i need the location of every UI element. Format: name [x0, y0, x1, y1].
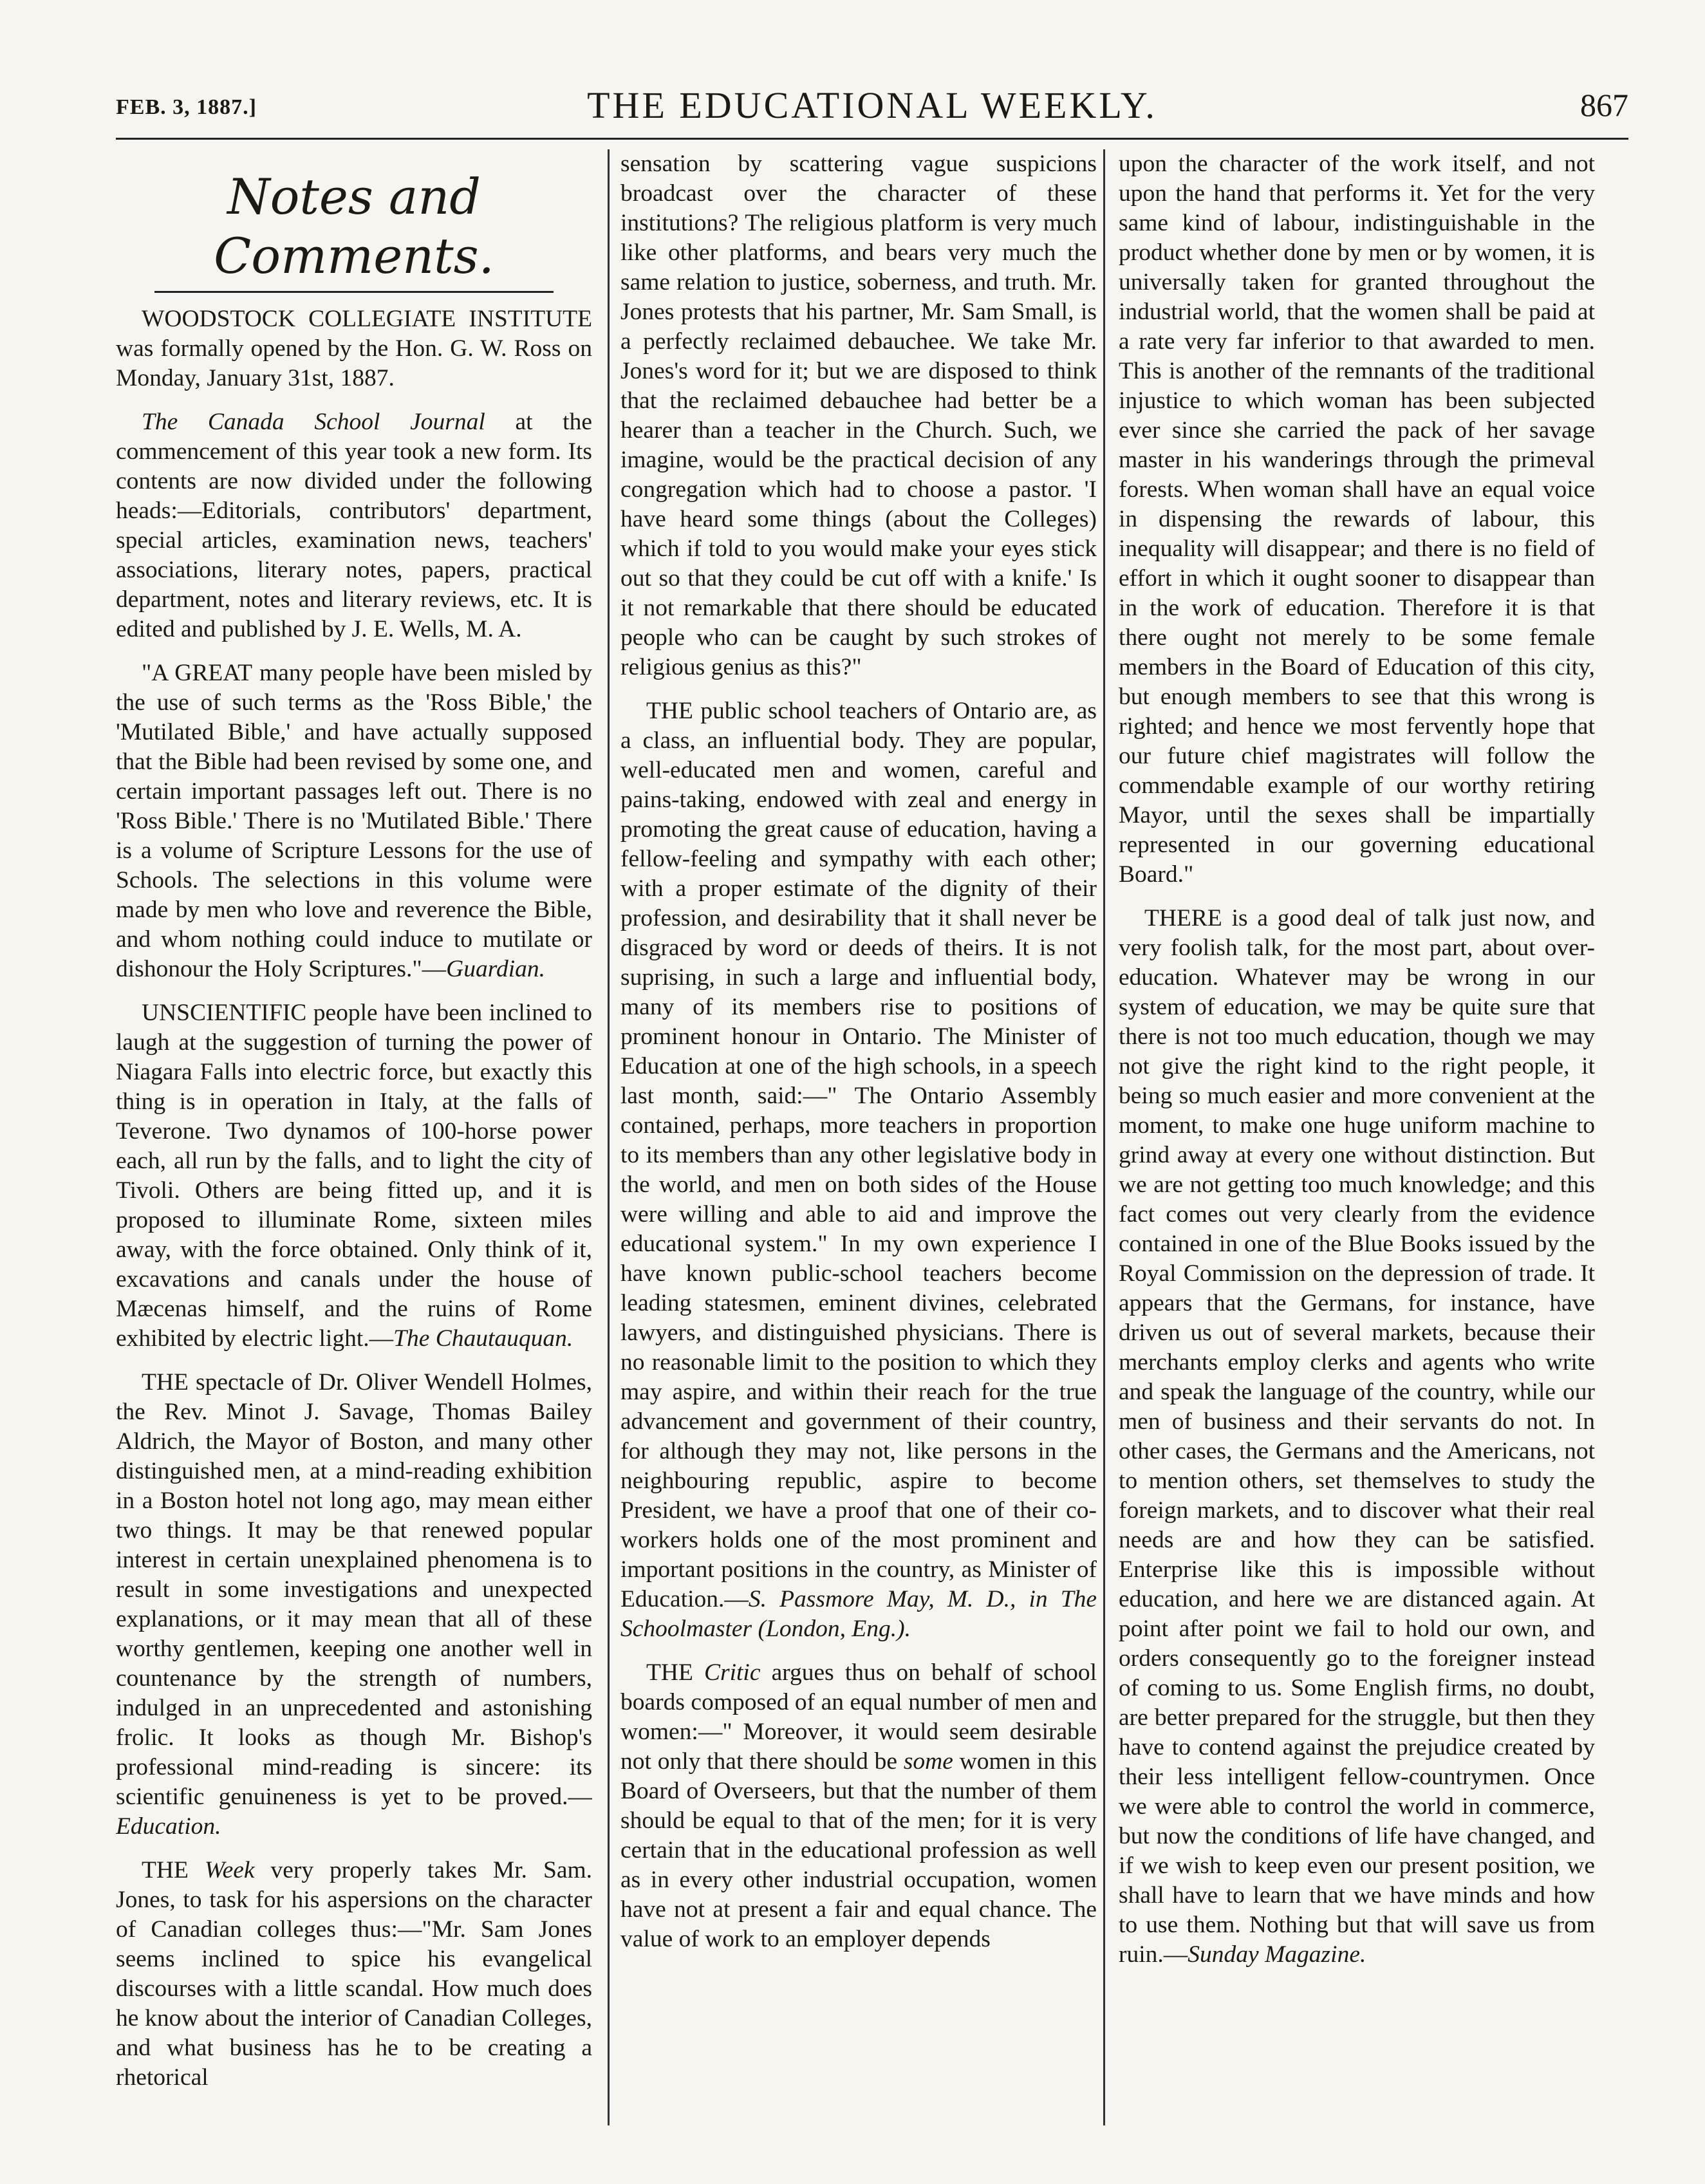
paragraph-niagara [116, 998, 592, 1354]
emphasis-word: some [903, 1748, 953, 1775]
lead-in: "A GREAT [142, 660, 253, 686]
paragraph-over-education [1119, 904, 1595, 1970]
section-title: Notes and Comments. [214, 168, 494, 285]
publication-name: Critic [703, 1659, 761, 1686]
page-header [116, 76, 1628, 134]
column-divider-1 [608, 149, 610, 2125]
lead-in: THE [646, 1659, 693, 1686]
lead-in: THE [646, 698, 693, 724]
lead-in: THE [142, 1857, 189, 1883]
title-rule [154, 291, 554, 293]
page-number: 867 [1580, 87, 1628, 123]
publication-name: Week [204, 1857, 255, 1883]
source-citation: The Chautauquan. [393, 1325, 573, 1352]
source-citation: Education. [116, 1813, 221, 1840]
column-3 [1119, 149, 1595, 2132]
paragraph-critic [620, 1658, 1097, 1954]
paragraph-text: public school teachers of Ontario are, as a class, an influential body. They are popular, well-educated men and women, careful and pains-taking, endowed with zeal and energy in promoting the great cause of education, having a fellow-feeling and sympathy with each other; with a proper estimate of the dignity of their profession, and desirability that it shall never be disgraced by word or deeds of theirs. It is not suprising, in such a large and influential body, many of its members rise to positions of prominent honour in Ontario. The Minister of Education at one of the high schools, in a speech last month, said:—" The Ontario Assembly contained, perhaps, more teachers in proportion to its members than any other legislative body in the world, and men on both sides of the House were willing and able to aid and improve the educational system." In my own experience I have known public-school teachers become leading statesmen, eminent divines, celebrated lawyers, and distinguished physicians. There is no reasonable limit to the position to which they may aspire, and within their reach for the true advancement and government of their country, for although they may not, like persons in the neighbouring republic, aspire to become President, we have a proof that one of their co-workers holds one of the most prominent and important positions in the country, as Minister of Education.— [620, 698, 1097, 1612]
paragraph-sam-jones [116, 1856, 592, 2093]
publication-name: The Canada School Journal [142, 409, 485, 435]
paragraph-sam-jones-cont: sensation by scattering vague suspicions broadcast over the character of these institutions? The religious platform is very much like other platforms, and bears very much the same relation to justice, soberness, and truth. Mr. Jones protests that his partner, Mr. Sam Small, is a perfectly reclaimed debauchee. We take Mr. Jones's word for it; but we are disposed to think that the reclaimed debauchee had better be a hearer than a teacher in the Church. Such, we imagine, would be the practical decision of any congregation which had to choose a pastor. 'I have heard some things (about the Colleges) which if told to you would make your eyes stick out so that they could be cut off with a knife.' Is it not remarkable that there should be educated people who can be caught by such strokes of religious genius as this?" [620, 151, 1097, 680]
paragraph-text: is a good deal of talk just now, and very foolish talk, for the most part, about over-education. Whatever may be wrong in our system of education, we may be quite sure that there is not too much education, though we may not give the right kind to the right people, it being so much easier and more convenient at the moment, to make one huge uniform machine to grind away at every one without distinction. But we are not getting too much knowledge; and this fact comes out very clearly from the evidence contained in one of the Blue Books issued by the Royal Commission on the depression of trade. It appears that the Germans, for instance, have driven us out of several markets, because their merchants employ clerks and agents who write and speak the language of the country, while our men of business and their servants do not. In other cases, the Germans and the Americans, not to mention others, set themselves to study the foreign markets, and to discover what their real needs are and how they can be satisfied. Enterprise like this is impossible without education, and here we are distanced again. At point after point we fail to hold our own, and orders consequently go to the foreigner instead of coming to us. Some English firms, no doubt, are better prepared for the struggle, but then they have to contend against the prejudice created by their less intelligent fellow-countrymen. Once we were able to control the world in commerce, but now the conditions of life have changed, and if we wish to keep even our present position, we shall have to learn that we have minds and how to use them. Nothing but that will save us from ruin.— [1119, 905, 1595, 1968]
issue-date: FEB. 3, 1887.] [116, 95, 257, 119]
paragraph-text: was formally opened by the Hon. G. W. Ross on Monday, January 31st, 1887. [116, 335, 592, 391]
column-divider-2 [1103, 149, 1105, 2125]
paragraph-ontario-teachers [620, 696, 1097, 1644]
lead-in: THERE [1144, 905, 1222, 931]
paragraph-woodstock [116, 304, 592, 393]
paragraph-text: at the commencement of this year took a new form. Its contents are now divided under the following heads:—Editorials, contributors' department, special articles, examination news, teachers' associations, literary notes, papers, practical department, notes and literary reviews, etc. It is edited and published by J. E. Wells, M. A. [116, 409, 592, 642]
paragraph-text: people have been inclined to laugh at the suggestion of turning the power of Niagara Falls into electric force, but exactly this thing is in operation in Italy, at the falls of Teverone. Two dynamos of 100-horse power each, all run by the falls, and to light the city of Tivoli. Others are being fitted up, and it is proposed to illuminate Rome, sixteen miles away, with the force obtained. Only think of it, excavations and canals under the house of Mæcenas himself, and the ruins of Rome exhibited by electric light.— [116, 1000, 592, 1352]
header-rule [116, 138, 1628, 140]
paragraph-text: argues thus on behalf of school boards composed of an equal number of men and women:—" Moreover, it would seem desirable not only that there should be [620, 1659, 1097, 1775]
paragraph-text: women in this Board of Overseers, but that the number of them should be equal to that of the men; for it is very certain that in the educational profession as well as in every other industrial occupation, women have not at present a fair and equal chance. The value of work to an employer depends [620, 1748, 1097, 1952]
lead-in: THE [142, 1369, 189, 1395]
source-citation: S. Passmore May, M. D., in The Schoolmaster (London, Eng.). [620, 1586, 1097, 1642]
column-1 [116, 149, 592, 2132]
paragraph-text: spectacle of Dr. Oliver Wendell Holmes, the Rev. Minot J. Savage, Thomas Bailey Aldrich, the Mayor of Boston, and many other distinguished men, at a mind-reading exhibition in a Boston hotel not long ago, may mean either two things. It may be that renewed popular interest in certain unexplained phenomena is to result in some investigations and unexpected explanations, or it may mean that all of these worthy gentlemen, keeping one another well in countenance by the strength of numbers, indulged in an unprecedented and astonishing frolic. It looks as though Mr. Bishop's professional mind-reading is sincere: its scientific genuineness is yet to be proved.— [116, 1369, 592, 1810]
lead-in: UNSCIENTIFIC [142, 1000, 307, 1026]
source-citation: Sunday Magazine. [1188, 1941, 1366, 1968]
paragraph-mind-reading [116, 1368, 592, 1842]
publication-title: THE EDUCATIONAL WEEKLY. [587, 84, 1157, 126]
paragraph-text: many people have been misled by the use of such terms as the 'Ross Bible,' the 'Mutilated Bible,' and have actually supposed that the Bible had been revised by some one, and certain important passages left out. There is no 'Ross Bible.' There is no 'Mutilated Bible.' There is a volume of Scripture Lessons for the use of Schools. The selections in this volume were made by men who love and reverence the Bible, and whom nothing could induce to mutilate or dishonour the Holy Scriptures."— [116, 660, 592, 982]
lead-in: WOODSTOCK COLLEGIATE INSTITUTE [142, 306, 592, 332]
paragraph-ross-bible [116, 658, 592, 984]
paragraph-school-journal [116, 407, 592, 644]
paragraph-text: very properly takes Mr. Sam. Jones, to task for his aspersions on the character of Canadian colleges thus:—"Mr. Sam Jones seems inclined to spice his evangelical discourses with a little scandal. How much does he know about the interior of Canadian Colleges, and what business has he to be creating a rhetorical [116, 1857, 592, 2091]
source-citation: Guardian. [446, 956, 545, 982]
column-2 [620, 149, 1097, 2132]
paragraph-critic-cont: upon the character of the work itself, and not upon the hand that performs it. Yet for the very same kind of labour, indistinguishable in the product whether done by men or by women, it is universally taken for granted throughout the industrial world, that the women shall be paid at a rate very far inferior to that awarded to men. This is another of the remnants of the traditional injustice to which woman has been subjected ever since she carried the pack of her savage master in his wanderings through the primeval forests. When woman shall have an equal voice in dispensing the rewards of labour, this inequality will disappear; and there is no field of effort in which it ought sooner to disappear than in the work of education. Therefore it is that there ought not merely to be some female members in the Board of Education of this city, but enough members to see that this wrong is righted; and hence we most fervently hope that our future chief magistrates will follow the commendable example of our worthy retiring Mayor, until the sexes shall be impartially represented in our governing educational Board." [1119, 151, 1595, 888]
